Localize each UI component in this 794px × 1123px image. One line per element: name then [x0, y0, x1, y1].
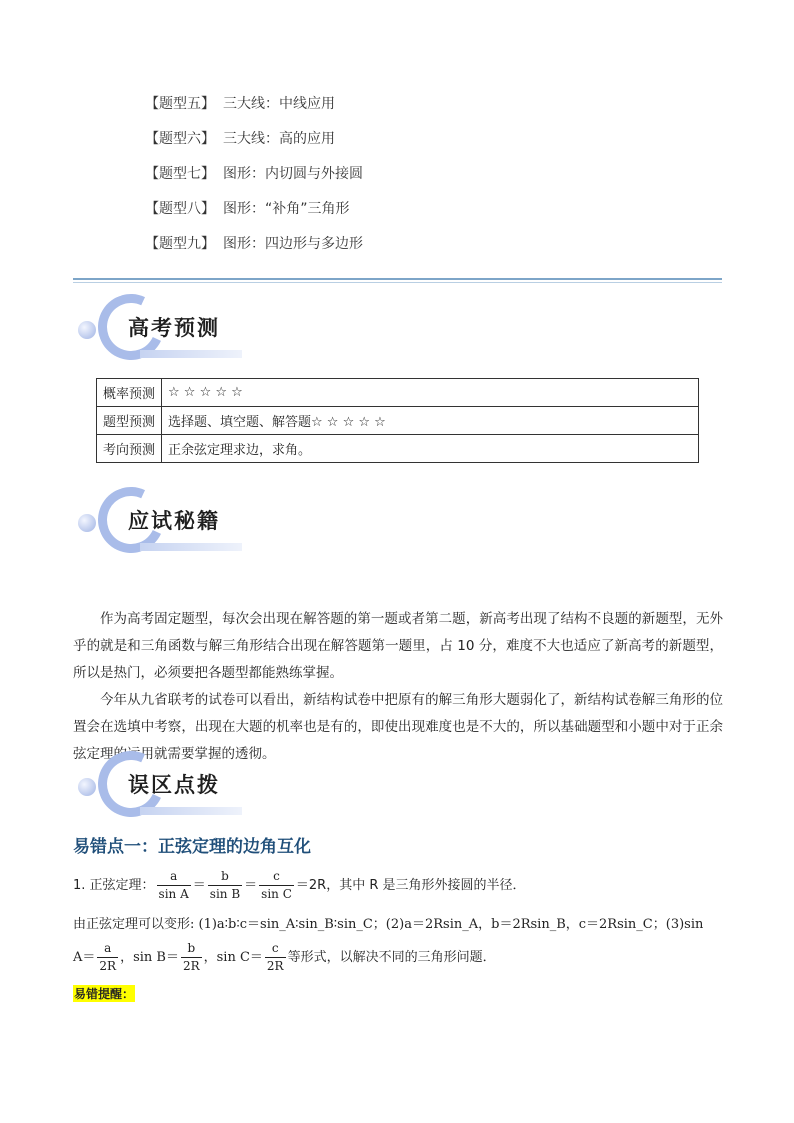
toc-text: 图形：内切圆与外接圆 [223, 166, 363, 182]
decor-dot-icon [78, 514, 96, 532]
section-divider [73, 278, 722, 283]
table-key: 题型预测 [97, 407, 162, 435]
toc-tag: 【题型九】 [145, 236, 215, 252]
fraction [97, 940, 118, 975]
sine-law-ratios [73, 940, 733, 975]
numerator: c [259, 868, 294, 886]
denominator: sin A [158, 887, 189, 901]
table-row [97, 407, 699, 435]
fraction [259, 868, 294, 903]
table-row [97, 379, 699, 407]
decor-bar [140, 543, 242, 551]
denominator: sin B [209, 887, 241, 901]
sine-law-variants: 由正弦定理可以变形: (1)a∶b∶c＝sin_A∶sin_B∶sin_C；(2)a＝2Rsin_A，b＝2Rsin_B，c＝2Rsin_C；(3)sin [73, 917, 704, 932]
fraction [265, 940, 286, 975]
section-title: 高考预测 [128, 316, 220, 340]
toc-item [145, 162, 363, 197]
decor-dot-icon [78, 778, 96, 796]
sine-law-line [73, 868, 733, 903]
section-title: 误区点拨 [128, 773, 220, 797]
formula-suffix: ＝2R，其中 R 是三角形外接圆的半径． [295, 878, 526, 893]
divider-line [73, 278, 722, 280]
fraction [157, 868, 191, 903]
toc-text: 三大线：高的应用 [223, 131, 335, 147]
numerator: b [181, 940, 202, 958]
toc-tag: 【题型七】 [145, 166, 215, 182]
numerator: a [97, 940, 118, 958]
question-type-list [145, 92, 363, 267]
section-heading-prediction [78, 294, 278, 374]
error-point-title: 易错点一：正弦定理的边角互化 [73, 837, 311, 857]
denominator: 2R [99, 959, 117, 973]
decor-bar [140, 807, 242, 815]
formula-text: A＝ [73, 950, 96, 965]
formula-text: ，sin C＝ [203, 950, 263, 965]
toc-tag: 【题型六】 [145, 131, 215, 147]
formula-suffix: 等形式，以解决不同的三角形问题． [287, 950, 496, 965]
toc-text: 图形：“补角”三角形 [223, 201, 350, 217]
table-value: 选择题、填空题、解答题☆ ☆ ☆ ☆ ☆ [162, 407, 699, 435]
denominator: 2R [182, 959, 200, 973]
table-value: 正余弦定理求边，求角。 [162, 435, 699, 463]
denominator: 2R [266, 959, 284, 973]
decor-bar [140, 350, 242, 358]
section-title: 应试秘籍 [128, 509, 220, 533]
formula-text: ，sin B＝ [120, 950, 179, 965]
divider-line [73, 282, 722, 283]
prediction-table [96, 378, 699, 463]
table-key: 概率预测 [97, 379, 162, 407]
fraction [208, 868, 242, 903]
paragraph: 今年从九省联考的试卷可以看出，新结构试卷中把原有的解三角形大题弱化了，新结构试卷解三角形的位置会在选填中考察，出现在大题的机率也是有的，即使出现难度也是不大的，所以基础题型和小题中对于正余弦定理的运用就需要掌握的透彻。 [73, 692, 723, 762]
toc-item [145, 197, 363, 232]
toc-tag: 【题型八】 [145, 201, 215, 217]
formula-prefix: 1. 正弦定理： [73, 878, 155, 893]
paragraph: 作为高考固定题型，每次会出现在解答题的第一题或者第二题，新高考出现了结构不良题的新题型，无外乎的就是和三角函数与解三角形结合出现在解答题第一题里，占 10 分，难度不大也适应了新高考的新题型，所以是热门，必须要把各题型都能熟练掌握。 [73, 611, 723, 681]
table-value: ☆ ☆ ☆ ☆ ☆ [162, 379, 699, 407]
denominator: sin C [261, 887, 292, 901]
toc-tag: 【题型五】 [145, 96, 215, 112]
numerator: c [265, 940, 286, 958]
toc-text: 三大线：中线应用 [223, 96, 335, 112]
section-heading-mistakes [78, 751, 278, 831]
equals-sign: ＝ [244, 878, 258, 893]
equals-sign: ＝ [192, 878, 206, 893]
numerator: b [208, 868, 242, 886]
strategy-text [73, 606, 723, 768]
fraction [181, 940, 202, 975]
decor-dot-icon [78, 321, 96, 339]
error-tip-label: 易错提醒： [74, 987, 135, 1001]
table-row [97, 435, 699, 463]
table-key: 考向预测 [97, 435, 162, 463]
section-heading-strategy [78, 487, 278, 567]
toc-item [145, 127, 363, 162]
numerator: a [157, 868, 191, 886]
toc-text: 图形：四边形与多边形 [223, 236, 363, 252]
toc-item [145, 92, 363, 127]
toc-item [145, 232, 363, 267]
